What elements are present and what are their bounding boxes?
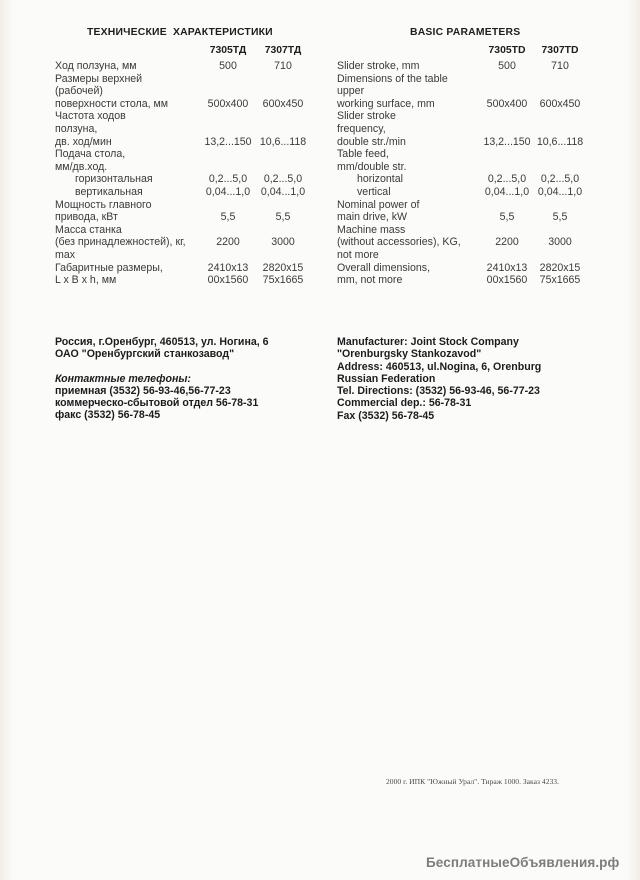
- table-row: [55, 110, 315, 123]
- row-label: frequency,: [337, 122, 386, 135]
- ru-phones-heading: Контактные телефоны:: [55, 372, 191, 385]
- table-row: [55, 186, 315, 199]
- en-tel: Tel. Directions: (3532) 56-93-46, 56-77-23: [337, 385, 540, 398]
- row-value-2: 10,6...118: [536, 135, 584, 148]
- row-value-1: 0,2...5,0: [208, 173, 248, 186]
- row-value-2: 600x450: [539, 97, 581, 110]
- row-label: working surface, mm: [337, 97, 435, 110]
- row-label: Slider stroke: [337, 110, 396, 123]
- row-label: double str./min: [337, 135, 406, 148]
- row-label: Мощность главного: [55, 198, 152, 211]
- row-value-1: 500: [219, 60, 237, 72]
- row-value-1: 13,2...150: [483, 135, 531, 148]
- table-row: [55, 148, 315, 161]
- table-row: [337, 73, 597, 86]
- table-row: [337, 249, 597, 262]
- table-row: [337, 98, 597, 111]
- table-row: [337, 148, 597, 161]
- row-label: vertical: [357, 185, 391, 198]
- row-value-1: 0,04...1,0: [484, 185, 530, 198]
- row-label: (рабочей): [55, 85, 103, 98]
- row-value-2: 75x1665: [262, 274, 304, 287]
- row-value-1: 00x1560: [207, 274, 249, 287]
- table-row: [55, 98, 315, 111]
- en-commercial: Commercial dep.: 56-78-31: [337, 397, 472, 410]
- ru-model-2: 7307ТД: [264, 45, 302, 56]
- ru-spec-title: ТЕХНИЧЕСКИЕ ХАРАКТЕРИСТИКИ: [87, 27, 273, 38]
- row-value-1: 0,04...1,0: [205, 185, 251, 198]
- spacer: [55, 361, 269, 373]
- row-value-2: 2820x15: [539, 261, 581, 274]
- row-label: Nominal power of: [337, 198, 420, 211]
- en-company: "Orenburgsky Stankozavod": [337, 348, 482, 361]
- row-value-2: 710: [274, 60, 292, 72]
- row-value-2: 0,2...5,0: [540, 173, 580, 186]
- table-row: [337, 186, 597, 199]
- row-label: Габаритные размеры,: [55, 261, 163, 274]
- row-value-1: 2200: [216, 236, 240, 249]
- en-contacts: [337, 336, 541, 422]
- row-label: mm/double str.: [337, 160, 407, 173]
- row-label: Масса станка: [55, 223, 122, 236]
- ru-address: Россия, г.Оренбург, 460513, ул. Ногина, 6: [55, 336, 269, 348]
- row-label: L x B x h, мм: [55, 274, 117, 287]
- ru-fax: факс (3532) 56-78-45: [55, 409, 161, 422]
- table-row: [55, 123, 315, 136]
- row-label: Slider stroke, mm: [337, 60, 420, 72]
- row-label: Overall dimensions,: [337, 261, 431, 274]
- row-label: upper: [337, 85, 365, 98]
- table-row: [55, 60, 315, 73]
- row-value-2: 0,2...5,0: [263, 173, 303, 186]
- row-value-1: 0,2...5,0: [487, 173, 527, 186]
- row-value-2: 0,04...1,0: [537, 185, 583, 198]
- ru-contacts: [55, 336, 269, 422]
- row-label: (без принадлежностей), кг,: [55, 236, 186, 249]
- en-model-1: 7305TD: [488, 45, 526, 56]
- table-row: [337, 136, 597, 149]
- row-value-2: 710: [551, 60, 569, 72]
- row-label: mm, not more: [337, 274, 403, 287]
- table-row: [55, 161, 315, 174]
- table-row: [55, 85, 315, 98]
- table-row: [337, 224, 597, 237]
- row-value-1: 2410x13: [207, 261, 249, 274]
- table-row: [337, 60, 597, 73]
- table-row: [55, 274, 315, 287]
- table-row: [337, 110, 597, 123]
- row-label: ползуна,: [55, 122, 98, 135]
- table-row: [337, 274, 597, 287]
- row-label: Подача стола,: [55, 148, 126, 161]
- row-label: Частота ходов: [55, 110, 126, 123]
- row-value-2: 3000: [271, 236, 295, 249]
- table-row: [55, 136, 315, 149]
- row-value-1: 500: [498, 60, 516, 72]
- table-row: [55, 249, 315, 262]
- ru-sales-phone: коммерческо-сбытовой отдел 56-78-31: [55, 397, 259, 410]
- row-label: Dimensions of the table: [337, 72, 448, 85]
- row-label: Machine mass: [337, 223, 406, 236]
- row-label: привода, кВт: [55, 211, 118, 224]
- row-value-1: 2410x13: [486, 261, 528, 274]
- row-label: Ход ползуна, мм: [55, 60, 137, 72]
- row-label: not more: [337, 248, 379, 261]
- row-value-1: 5,5: [499, 211, 515, 224]
- table-row: [55, 173, 315, 186]
- row-label: Размеры верхней: [55, 72, 143, 85]
- page-edge-right: [626, 0, 640, 880]
- row-value-2: 5,5: [552, 211, 568, 224]
- row-value-2: 5,5: [275, 211, 291, 224]
- row-label: дв. ход/мин: [55, 135, 112, 148]
- row-value-2: 600x450: [262, 97, 304, 110]
- row-value-2: 0,04...1,0: [260, 185, 306, 198]
- table-row: [337, 123, 597, 136]
- page-edge-left: [0, 0, 14, 880]
- row-label: вертикальная: [75, 185, 143, 198]
- table-row: [55, 73, 315, 86]
- ru-reception-phone: приемная (3532) 56-93-46,56-77-23: [55, 384, 231, 397]
- table-row: [337, 199, 597, 212]
- table-row: [337, 173, 597, 186]
- table-row: [55, 236, 315, 249]
- en-spec-title: BASIC PARAMETERS: [410, 27, 521, 38]
- table-row: [337, 262, 597, 275]
- en-model-2: 7307TD: [541, 45, 579, 56]
- row-label: main drive, kW: [337, 211, 408, 224]
- en-address: Address: 460513, ul.Nogina, 6, Orenburg: [337, 360, 542, 373]
- row-label: horizontal: [357, 173, 403, 186]
- en-spec-rows: [337, 60, 597, 287]
- row-label: max: [55, 248, 76, 261]
- en-country: Russian Federation: [337, 372, 436, 385]
- row-value-2: 10,6...118: [259, 135, 307, 148]
- table-row: [55, 224, 315, 237]
- row-label: поверхности стола, мм: [55, 97, 169, 110]
- table-row: [337, 161, 597, 174]
- row-value-1: 13,2...150: [204, 135, 252, 148]
- ru-company: ОАО "Оренбургский станкозавод": [55, 348, 235, 361]
- row-value-1: 500x400: [486, 97, 528, 110]
- row-label: (without accessories), KG,: [337, 236, 461, 249]
- row-value-2: 75x1665: [539, 274, 581, 287]
- table-row: [55, 262, 315, 275]
- print-imprint: 2000 г. ИПК "Южный Урал". Тираж 1000. Заказ 4233.: [386, 777, 559, 786]
- row-label: мм/дв.ход.: [55, 160, 108, 173]
- row-value-1: 2200: [495, 236, 519, 249]
- table-row: [55, 211, 315, 224]
- row-value-1: 00x1560: [486, 274, 528, 287]
- ru-model-1: 7305ТД: [209, 45, 247, 56]
- table-row: [55, 199, 315, 212]
- row-value-2: 3000: [548, 236, 572, 249]
- en-manufacturer: Manufacturer: Joint Stock Company: [337, 336, 519, 348]
- row-label: горизонтальная: [75, 173, 153, 186]
- table-row: [337, 211, 597, 224]
- row-label: Table feed,: [337, 148, 389, 161]
- row-value-1: 500x400: [207, 97, 249, 110]
- row-value-2: 2820x15: [262, 261, 304, 274]
- site-watermark: БесплатныеОбъявления.рф: [426, 855, 620, 870]
- table-row: [337, 85, 597, 98]
- ru-spec-rows: [55, 60, 315, 287]
- table-row: [337, 236, 597, 249]
- row-value-1: 5,5: [220, 211, 236, 224]
- en-fax: Fax (3532) 56-78-45: [337, 409, 435, 422]
